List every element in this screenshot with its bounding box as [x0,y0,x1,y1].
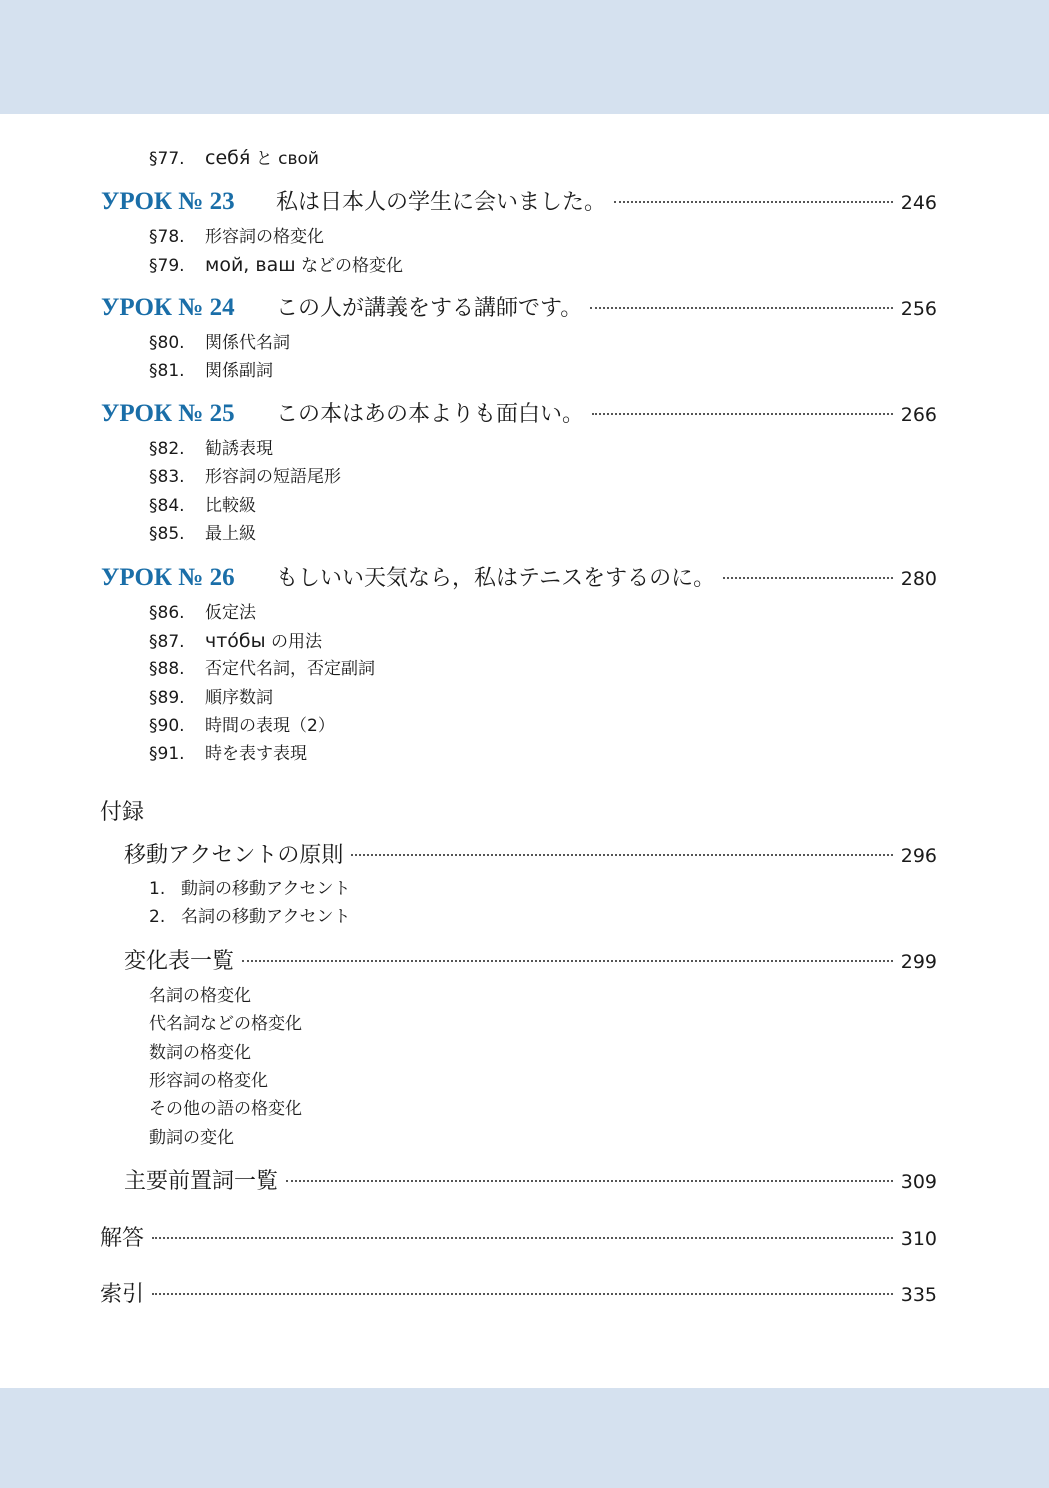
toc-subitem[interactable]: 動詞の変化 [149,1128,234,1148]
dot-leader [242,960,893,962]
toc-subitem[interactable]: §89. 順序数詞 [149,688,273,708]
dot-leader [152,1237,893,1239]
toc-subitem[interactable]: §86. 仮定法 [149,603,256,623]
toc-subitem[interactable]: §90. 時間の表現（2） [149,716,335,736]
toc-subitem[interactable]: 2. 名詞の移動アクセント [149,907,351,927]
toc-subitem[interactable]: §77. себя́ と свой [149,147,319,169]
dot-leader [592,413,893,415]
toc-subitem[interactable]: §78. 形容詞の格変化 [149,227,324,247]
toc-lesson-25[interactable]: УРОК № 25 この本はあの本よりも面白い。 266 [101,400,937,427]
toc-subitem[interactable]: 形容詞の格変化 [149,1071,268,1091]
toc-answers[interactable]: 解答 310 [100,1226,937,1251]
dot-leader [286,1180,893,1182]
bottom-band [0,1388,1049,1488]
toc-lesson-24[interactable]: УРОК № 24 この人が講義をする講師です。 256 [101,294,937,321]
toc-subitem[interactable]: §80. 関係代名詞 [149,333,290,353]
toc-subitem[interactable]: 代名詞などの格変化 [149,1014,302,1034]
dot-leader [723,577,893,579]
dot-leader [614,201,893,203]
toc-appendix-tables[interactable]: 変化表一覧 299 [124,949,937,974]
appendix-heading: 付録 [100,800,145,825]
toc-subitem[interactable]: §88. 否定代名詞，否定副詞 [149,659,375,679]
toc-lesson-23[interactable]: УРОК № 23 私は日本人の学生に会いました。 246 [101,188,937,215]
dot-leader [351,854,892,856]
toc-index[interactable]: 索引 335 [100,1282,937,1307]
top-band [0,0,1049,114]
toc-subitem[interactable]: 数詞の格変化 [149,1043,251,1063]
toc-subitem[interactable]: §85. 最上級 [149,524,256,544]
toc-subitem[interactable]: §79. мой, ваш などの格変化 [149,254,404,276]
toc-subitem[interactable]: §82. 勧誘表現 [149,439,273,459]
toc-subitem[interactable]: 名詞の格変化 [149,986,251,1006]
toc-subitem[interactable]: §83. 形容詞の短語尾形 [149,467,341,487]
toc-lesson-26[interactable]: УРОК № 26 もしいい天気なら，私はテニスをするのに。 280 [101,564,937,591]
toc-subitem[interactable]: §91. 時を表す表現 [149,744,307,764]
toc-subitem[interactable]: §84. 比較級 [149,496,256,516]
toc-appendix-prepositions[interactable]: 主要前置詞一覧 309 [124,1169,937,1194]
dot-leader [590,307,892,309]
toc-subitem[interactable]: §87. что́бы の用法 [149,630,323,652]
toc-appendix-accent[interactable]: 移動アクセントの原則 296 [124,843,937,868]
toc-subitem[interactable]: その他の語の格変化 [149,1099,302,1119]
dot-leader [152,1293,893,1295]
toc-subitem[interactable]: 1. 動詞の移動アクセント [149,879,351,899]
toc-subitem[interactable]: §81. 関係副詞 [149,361,273,381]
